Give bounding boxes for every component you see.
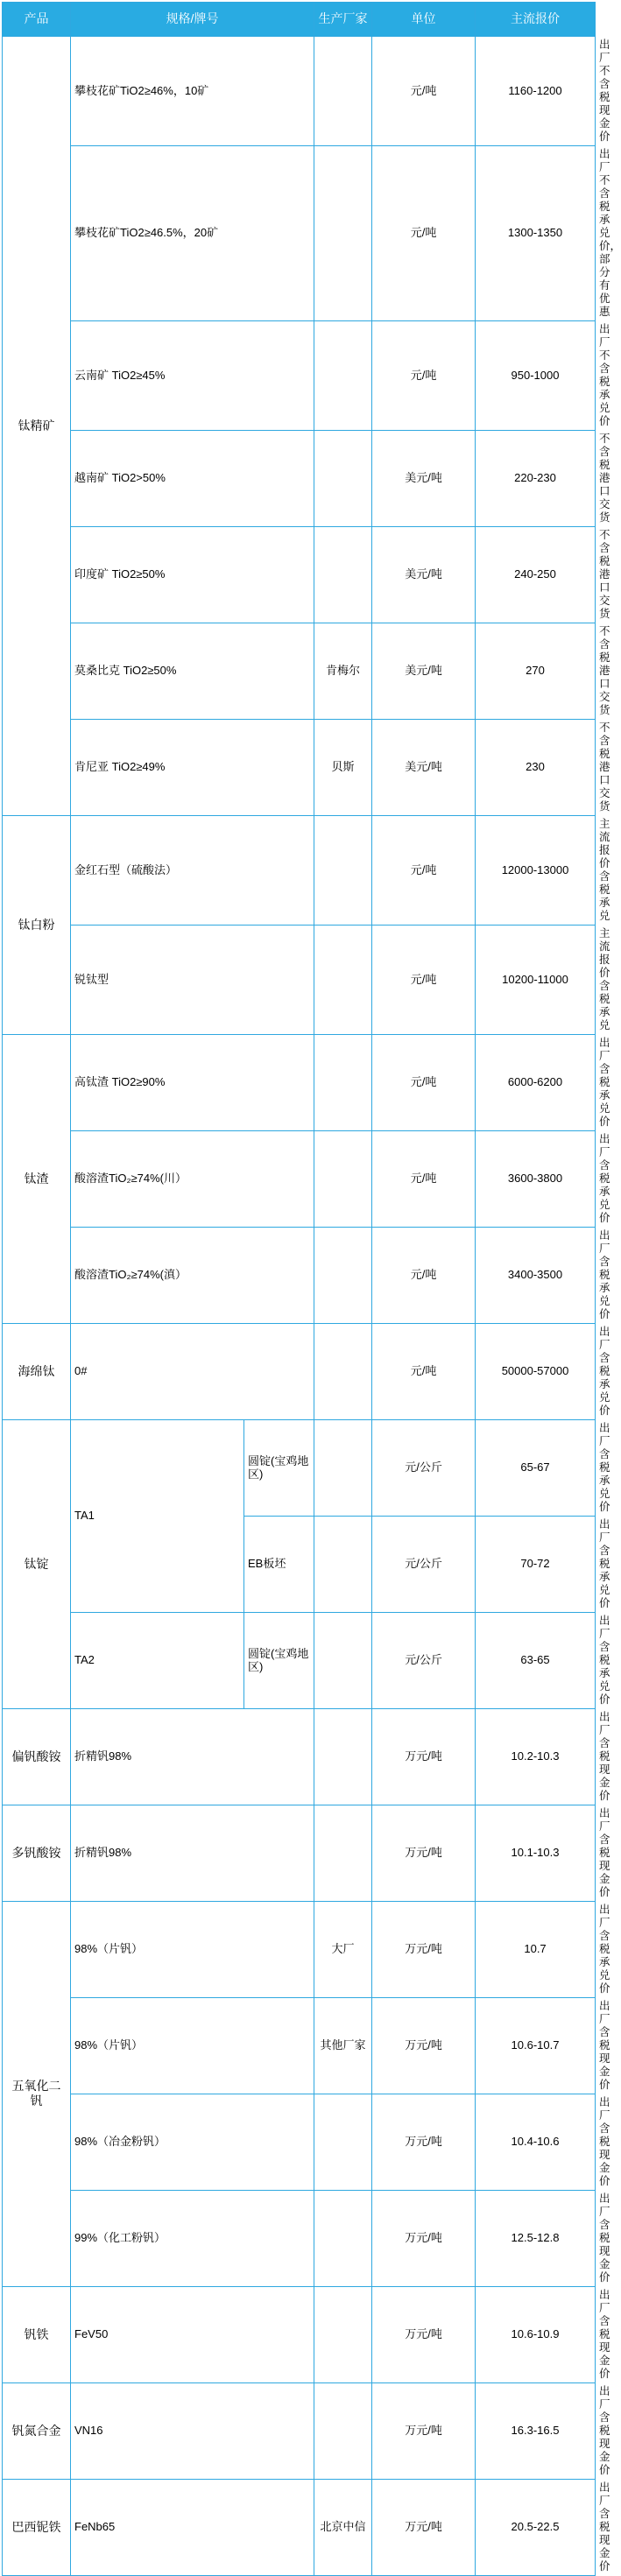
price-cell: 3600-3800 [476,1130,596,1227]
table-row: 酸溶渣TiO₂≥74%(川） 元/吨 3600-3800 出厂 含税承兑价 [3,1130,596,1227]
spec-cell: 98%（片钒） [71,1997,314,2094]
spec-cell: 云南矿 TiO2≥45% [71,320,314,430]
price-cell: 950-1000 [476,320,596,430]
unit-cell: 元/吨 [372,1130,476,1227]
unit-cell: 万元/吨 [372,1805,476,1901]
spec-cell: 高钛渣 TiO2≥90% [71,1034,314,1130]
manufacturer-cell [314,320,372,430]
table-row: 五氧化二钒 98%（片钒） 大厂 万元/吨 10.7 出厂 含税承兑价 [3,1901,596,1997]
spec-grade-cell: TA2 [71,1612,244,1708]
manufacturer-cell: 北京中信 [314,2479,372,2575]
unit-cell: 万元/吨 [372,1708,476,1805]
spec-cell: FeNb65 [71,2479,314,2575]
spec-detail-cell: 圆锭(宝鸡地区) [244,1419,314,1516]
spec-cell: 肯尼亚 TiO2≥49% [71,719,314,815]
product-category-cell: 钛白粉 [3,815,71,1034]
unit-cell: 元/公斤 [372,1419,476,1516]
product-category-cell: 钒铁 [3,2286,71,2382]
unit-cell: 元/吨 [372,320,476,430]
table-row: 云南矿 TiO2≥45% 元/吨 950-1000 出厂 不含税承兑价 [3,320,596,430]
unit-cell: 元/公斤 [372,1612,476,1708]
table-row: 钒氮合金 VN16 万元/吨 16.3-16.5 出厂 含税现金价 [3,2382,596,2479]
spec-cell: 金红石型（硫酸法） [71,815,314,925]
table-row: TA2 圆锭(宝鸡地区) 元/公斤 63-65 出厂 含税承兑价 [3,1612,596,1708]
manufacturer-cell: 其他厂家 [314,1997,372,2094]
price-cell: 10.1-10.3 [476,1805,596,1901]
unit-cell: 万元/吨 [372,2190,476,2286]
unit-cell: 万元/吨 [372,1901,476,1997]
unit-cell: 美元/吨 [372,526,476,623]
manufacturer-cell [314,925,372,1034]
spec-cell: 攀枝花矿TiO2≥46%，10矿 [71,36,314,145]
spec-cell: 莫桑比克 TiO2≥50% [71,623,314,719]
table-row: 多钒酸铵 折精钒98% 万元/吨 10.1-10.3 出厂 含税现金价 [3,1805,596,1901]
spec-cell: 99%（化工粉钒） [71,2190,314,2286]
price-cell: 12.5-12.8 [476,2190,596,2286]
spec-grade-cell: TA1 [71,1419,244,1612]
unit-cell: 万元/吨 [372,2286,476,2382]
price-cell: 6000-6200 [476,1034,596,1130]
product-category-cell: 偏钒酸铵 [3,1708,71,1805]
spec-cell: 折精钒98% [71,1805,314,1901]
manufacturer-cell [314,2382,372,2479]
header-price: 主流报价 [476,3,596,37]
manufacturer-cell: 大厂 [314,1901,372,1997]
manufacturer-cell [314,430,372,526]
manufacturer-cell: 肯梅尔 [314,623,372,719]
unit-cell: 元/吨 [372,145,476,320]
price-cell: 220-230 [476,430,596,526]
price-cell: 70-72 [476,1516,596,1612]
product-category-cell: 多钒酸铵 [3,1805,71,1901]
unit-cell: 美元/吨 [372,623,476,719]
manufacturer-cell: 贝斯 [314,719,372,815]
manufacturer-cell [314,1516,372,1612]
manufacturer-cell [314,815,372,925]
table-row: 攀枝花矿TiO2≥46.5%，20矿 元/吨 1300-1350 出厂 不含税承兑价，部分有优惠 [3,145,596,320]
table-row: 印度矿 TiO2≥50% 美元/吨 240-250 不含税港口交货 [3,526,596,623]
table-body [3,36,621,2575]
spec-cell: 98%（冶金粉钒） [71,2094,314,2190]
product-category-cell: 巴西铌铁 [3,2479,71,2575]
unit-cell: 元/吨 [372,925,476,1034]
price-cell: 1300-1350 [476,145,596,320]
product-category-cell: 钛锭 [3,1419,71,1708]
manufacturer-cell [314,2094,372,2190]
unit-cell: 元/吨 [372,1034,476,1130]
price-cell: 3400-3500 [476,1227,596,1323]
table-row: 肯尼亚 TiO2≥49% 贝斯 美元/吨 230 不含税港口交货 [3,719,596,815]
product-category-cell: 钛渣 [3,1034,71,1323]
manufacturer-cell [314,145,372,320]
product-category-cell: 五氧化二钒 [3,1901,71,2286]
unit-cell: 万元/吨 [372,1997,476,2094]
header-product: 产品 [3,3,71,37]
manufacturer-cell [314,2190,372,2286]
price-table [2,2,621,2576]
table-row: 钒铁 FeV50 万元/吨 10.6-10.9 出厂 含税现金价 [3,2286,596,2382]
price-cell: 1160-1200 [476,36,596,145]
table-row: EB板坯 元/公斤 70-72 出厂 含税承兑价 [3,1516,596,1612]
manufacturer-cell [314,1805,372,1901]
spec-cell: 0# [71,1323,314,1419]
spec-cell: 折精钒98% [71,1708,314,1805]
unit-cell: 美元/吨 [372,430,476,526]
price-cell: 10200-11000 [476,925,596,1034]
price-cell: 10.6-10.9 [476,2286,596,2382]
manufacturer-cell [314,1612,372,1708]
spec-cell: 攀枝花矿TiO2≥46.5%，20矿 [71,145,314,320]
table-row: 莫桑比克 TiO2≥50% 肯梅尔 美元/吨 270 不含税港口交货 [3,623,596,719]
table-row: 偏钒酸铵 折精钒98% 万元/吨 10.2-10.3 出厂 含税现金价 [3,1708,596,1805]
header-row: 产品 规格/牌号 生产厂家 单位 主流报价 备注 [3,3,596,37]
price-cell: 12000-13000 [476,815,596,925]
spec-cell: FeV50 [71,2286,314,2382]
unit-cell: 元/吨 [372,815,476,925]
table-row: 越南矿 TiO2>50% 美元/吨 220-230 不含税港口交货 [3,430,596,526]
manufacturer-cell [314,36,372,145]
header-unit: 单位 [372,3,476,37]
spec-cell: 锐钛型 [71,925,314,1034]
spec-detail-cell: EB板坯 [244,1516,314,1612]
unit-cell: 万元/吨 [372,2382,476,2479]
spec-cell: VN16 [71,2382,314,2479]
manufacturer-cell [314,2286,372,2382]
table-row: 钛精矿 攀枝花矿TiO2≥46%，10矿 元/吨 1160-1200 出厂 不含税现金价 [3,36,596,145]
product-category-cell: 海绵钛 [3,1323,71,1419]
product-category-cell: 钛精矿 [3,36,71,815]
unit-cell: 元/吨 [372,1323,476,1419]
table-row: 钛锭 TA1 圆锭(宝鸡地区) 元/公斤 65-67 出厂 含税承兑价 [3,1419,596,1516]
spec-detail-cell: 圆锭(宝鸡地区) [244,1612,314,1708]
manufacturer-cell [314,1708,372,1805]
price-cell: 20.5-22.5 [476,2479,596,2575]
price-cell: 10.2-10.3 [476,1708,596,1805]
price-cell: 10.7 [476,1901,596,1997]
spec-cell: 98%（片钒） [71,1901,314,1997]
manufacturer-cell [314,1323,372,1419]
unit-cell: 美元/吨 [372,719,476,815]
table-row: 98%（冶金粉钒） 万元/吨 10.4-10.6 出厂 含税现金价 [3,2094,596,2190]
table-row: 巴西铌铁 FeNb65 北京中信 万元/吨 20.5-22.5 出厂 含税现金价 [3,2479,596,2575]
spec-cell: 印度矿 TiO2≥50% [71,526,314,623]
price-cell: 240-250 [476,526,596,623]
price-cell: 10.6-10.7 [476,1997,596,2094]
spec-cell: 越南矿 TiO2>50% [71,430,314,526]
table-row: 酸溶渣TiO₂≥74%(滇） 元/吨 3400-3500 出厂 含税承兑价 [3,1227,596,1323]
header-spec: 规格/牌号 [71,3,314,37]
price-cell: 16.3-16.5 [476,2382,596,2479]
unit-cell: 万元/吨 [372,2094,476,2190]
price-cell: 63-65 [476,1612,596,1708]
price-cell: 10.4-10.6 [476,2094,596,2190]
unit-cell: 元/公斤 [372,1516,476,1612]
price-cell: 65-67 [476,1419,596,1516]
unit-cell: 元/吨 [372,36,476,145]
manufacturer-cell [314,1034,372,1130]
unit-cell: 万元/吨 [372,2479,476,2575]
price-cell: 270 [476,623,596,719]
table-header [3,3,612,37]
manufacturer-cell [314,1130,372,1227]
spec-cell: 酸溶渣TiO₂≥74%(川） [71,1130,314,1227]
table-row: 钛白粉 金红石型（硫酸法） 元/吨 12000-13000 主流报价含税承兑 [3,815,596,925]
table-row: 海绵钛 0# 元/吨 50000-57000 出厂 含税承兑价 [3,1323,596,1419]
manufacturer-cell [314,1227,372,1323]
manufacturer-cell [314,1419,372,1516]
manufacturer-cell [314,526,372,623]
spec-cell: 酸溶渣TiO₂≥74%(滇） [71,1227,314,1323]
table-row: 98%（片钒） 其他厂家 万元/吨 10.6-10.7 出厂 含税现金价 [3,1997,596,2094]
table-row: 99%（化工粉钒） 万元/吨 12.5-12.8 出厂 含税现金价 [3,2190,596,2286]
table-row: 锐钛型 元/吨 10200-11000 主流报价含税承兑 [3,925,596,1034]
price-cell: 230 [476,719,596,815]
header-manufacturer: 生产厂家 [314,3,372,37]
product-category-cell: 钒氮合金 [3,2382,71,2479]
unit-cell: 元/吨 [372,1227,476,1323]
price-cell: 50000-57000 [476,1323,596,1419]
table-row: 钛渣 高钛渣 TiO2≥90% 元/吨 6000-6200 出厂 含税承兑价 [3,1034,596,1130]
